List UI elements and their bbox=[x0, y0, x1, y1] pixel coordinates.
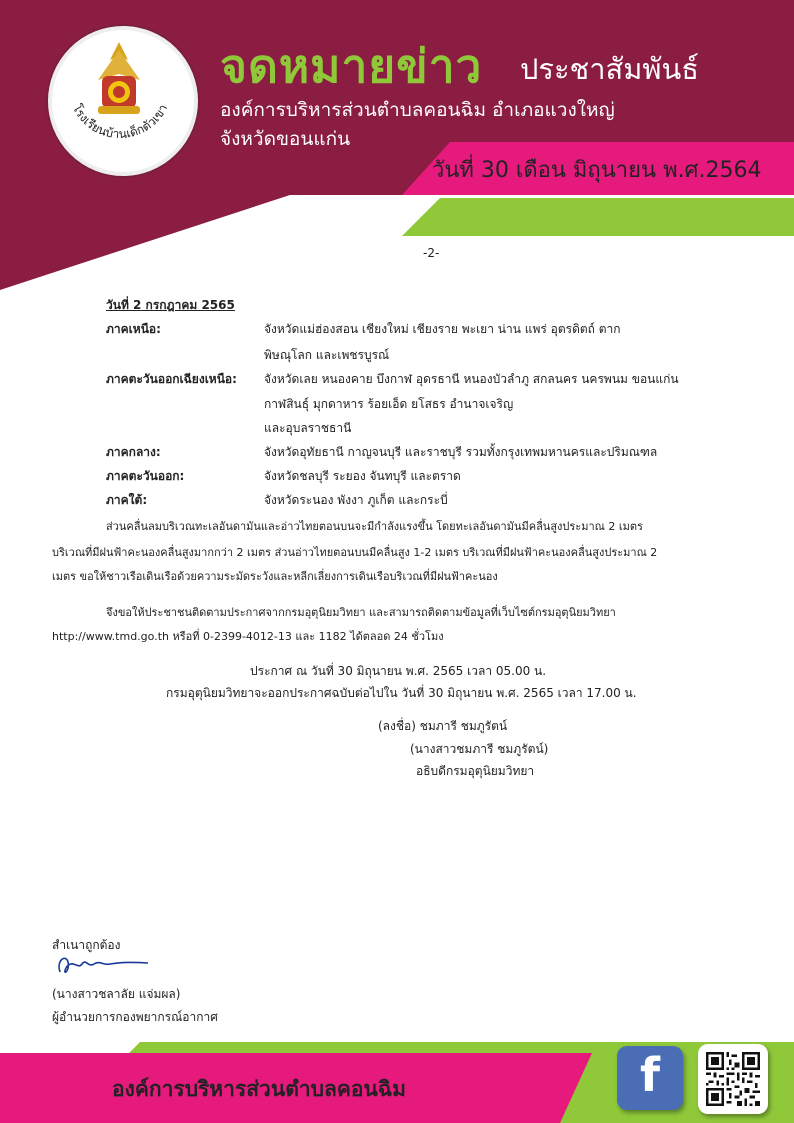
region-line: จังหวัดชลบุรี ระยอง จันทบุรี และตราด bbox=[264, 469, 461, 483]
facebook-icon[interactable] bbox=[617, 1046, 683, 1110]
announcement-line: กรมอุตุนิยมวิทยาจะออกประกาศฉบับต่อไปใน วันที่ 30 มิถุนายน พ.ศ. 2565 เวลา 17.00 น. bbox=[166, 686, 637, 700]
organization-province: จังหวัดขอนแก่น bbox=[220, 128, 351, 150]
region-label: ภาคกลาง: bbox=[106, 445, 161, 459]
footer-organization-name: องค์การบริหารส่วนตำบลคอนฉิม bbox=[112, 1077, 406, 1101]
svg-text:โรงเรียนบ้านเด็กตัวเขา: โรงเรียนบ้านเด็กตัวเขา bbox=[69, 101, 171, 142]
newsletter-subtitle: ประชาสัมพันธ์ bbox=[520, 52, 699, 86]
qr-code-icon[interactable] bbox=[698, 1044, 768, 1114]
signatory-name: (นางสาวชมภารี ชมภูรัตน์) bbox=[410, 742, 549, 756]
handwritten-signature bbox=[52, 950, 152, 980]
paragraph-line: ส่วนคลื่นลมบริเวณทะเลอันดามันและอ่าวไทยตอนบนจะมีกำลังแรงขึ้น โดยทะเลอันดามันมีคลื่นสูงประมาณ 2 เมตร bbox=[106, 520, 643, 533]
page-number: -2- bbox=[423, 246, 440, 260]
organization-name: องค์การบริหารส่วนตำบลคอนฉิม อำเภอแวงใหญ่ bbox=[220, 99, 615, 121]
logo-caption bbox=[50, 28, 190, 168]
newsletter-title: จดหมายข่าว bbox=[220, 39, 483, 93]
signatory-position: อธิบดีกรมอุตุนิยมวิทยา bbox=[416, 764, 535, 778]
region-line: จังหวัดแม่ฮ่องสอน เชียงใหม่ เชียงราย พะเยา น่าน แพร่ อุตรดิตถ์ ตาก bbox=[264, 322, 621, 336]
paragraph-line: http://www.tmd.go.th หรือที่ 0-2399-4012-13 และ 1182 ได้ตลอด 24 ชั่วโมง bbox=[52, 630, 444, 643]
certifier-name: (นางสาวชลาลัย แจ่มผล) bbox=[52, 987, 181, 1001]
region-line: และอุบลราชธานี bbox=[264, 421, 352, 435]
region-label: ภาคใต้: bbox=[106, 493, 148, 507]
region-line: พิษณุโลก และเพชรบูรณ์ bbox=[264, 348, 390, 362]
region-label: ภาคตะวันออก: bbox=[106, 469, 185, 483]
certifier-position: ผู้อำนวยการกองพยากรณ์อากาศ bbox=[52, 1010, 218, 1024]
qr-code-pattern bbox=[706, 1052, 760, 1106]
region-line: จังหวัดเลย หนองคาย บึงกาฬ อุดรธานี หนองบัวลำภู สกลนคร นครพนม ขอนแก่น bbox=[264, 372, 679, 386]
paragraph-line: จึงขอให้ประชาชนติดตามประกาศจากกรมอุตุนิยมวิทยา และสามารถติดตามข้อมูลที่เว็บไซต์กรมอุตุนิยมวิทยา bbox=[106, 606, 616, 619]
region-label: ภาคตะวันออกเฉียงเหนือ: bbox=[106, 372, 237, 386]
region-line: กาฬสินธุ์ มุกดาหาร ร้อยเอ็ด ยโสธร อำนาจเจริญ bbox=[264, 397, 514, 411]
issue-date: วันที่ 30 เดือน มิถุนายน พ.ศ.2564 bbox=[432, 158, 762, 183]
region-label: ภาคเหนือ: bbox=[106, 322, 161, 336]
signature-line: (ลงชื่อ) ชมภารี ชมภูรัตน์ bbox=[378, 719, 508, 733]
paragraph-line: บริเวณที่มีฝนฟ้าคะนองคลื่นสูงมากกว่า 2 เมตร ส่วนอ่าวไทยตอนบนมีคลื่นสูง 1-2 เมตร บริเวณที่มีฝนฟ้าคะนองคลื่นสูงประมาณ 2 bbox=[52, 546, 658, 559]
paragraph-line: เมตร ขอให้ชาวเรือเดินเรือด้วยความระมัดระวังและหลีกเลี่ยงการเดินเรือบริเวณที่มีฝนฟ้าคะนอง bbox=[52, 570, 498, 583]
date-heading: วันที่ 2 กรกฎาคม 2565 bbox=[106, 298, 235, 312]
region-line: จังหวัดอุทัยธานี กาญจนบุรี และราชบุรี รวมทั้งกรุงเทพมหานครและปริมณฑล bbox=[264, 445, 658, 459]
certified-label: สำเนาถูกต้อง bbox=[52, 938, 121, 952]
facebook-glyph: f bbox=[639, 1048, 660, 1102]
announcement-line: ประกาศ ณ วันที่ 30 มิถุนายน พ.ศ. 2565 เวลา 05.00 น. bbox=[250, 664, 547, 678]
region-line: จังหวัดระนอง พังงา ภูเก็ต และกระบี่ bbox=[264, 493, 448, 507]
